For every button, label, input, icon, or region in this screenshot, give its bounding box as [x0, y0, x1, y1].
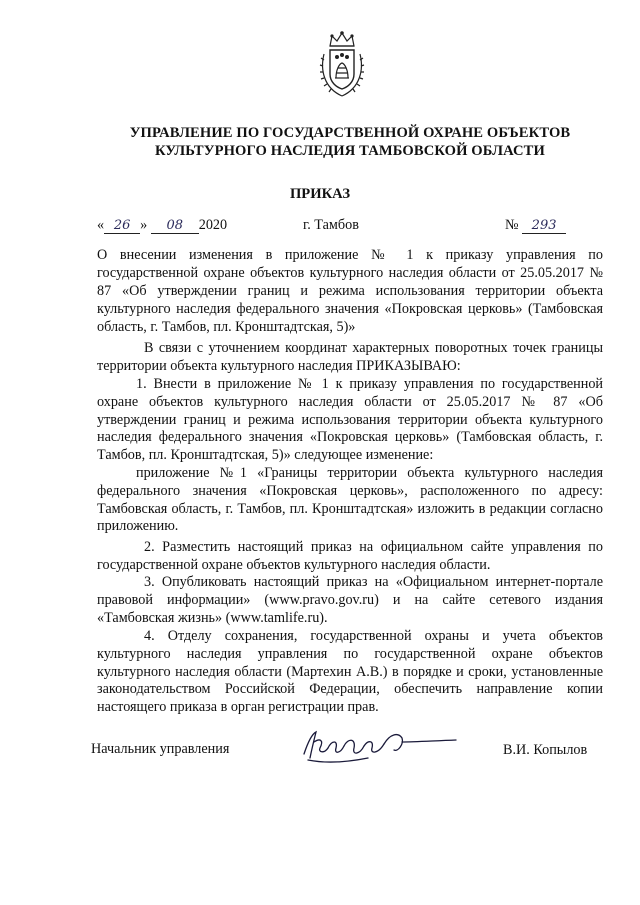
item-1-text: приложение №1 «Границы территории объекта культурного наследия федерального значения «Покровская церковь», расположенного по адресу: Тамбовская область, г. Тамбов, пл. Кронштадтская» изложить в редакции согласно приложению. — [97, 465, 603, 535]
preamble: В связи с уточнением координат характерных поворотных точек границы территории объекта культурного наследия ПРИКАЗЫВАЮ: — [97, 340, 603, 374]
date-month: 08 — [151, 219, 199, 234]
document-date — [97, 217, 227, 234]
document-number — [505, 217, 566, 234]
document-subject: О внесении изменения в приложение № 1 к приказу управления по государственной охране объектов культурного наследия области от 25.05.2017 № 87 «Об утверждении границ и режима использования территории объекта культурного наследия федерального значения «Покровская церковь» (Тамбовская область, г. Тамбов, пл. Кронштадтская, 5)» — [97, 247, 603, 335]
date-year: 2020 — [198, 217, 228, 233]
item-1: 1. Внести в приложение № 1 к приказу управления по государственной охране объектов культурного наследия области от 25.05.2017 № 87 «Об утверждении границ и режима использования территории объекта культурного наследия федерального значения «Покровская церковь» (Тамбовская область, г. Тамбов, пл. Кронштадтская, 5)» следующее изменение: — [97, 376, 603, 464]
document-type-title: ПРИКАЗ — [289, 186, 351, 202]
organization-line-1: УПРАВЛЕНИЕ ПО ГОСУДАРСТВЕННОЙ ОХРАНЕ ОБЪЕКТОВ — [129, 125, 571, 141]
quote-close: » — [140, 217, 148, 233]
handwritten-signature — [298, 724, 458, 768]
number-sign: № — [505, 217, 519, 233]
item-3: 3. Опубликовать настоящий приказ на «Официальном интернет-портале правовой информации» (www.pravo.gov.ru) и на сайте сетевого издания «Тамбовская жизнь» (www.tamlife.ru). — [97, 574, 603, 626]
quote-open: « — [97, 217, 105, 233]
item-2: 2. Разместить настоящий приказ на официальном сайте управления по государственной охране объектов культурного наследия области. — [97, 539, 603, 573]
signatory-name: В.И. Копылов — [503, 742, 588, 758]
signatory-position: Начальник управления — [91, 741, 230, 757]
organization-name — [60, 124, 640, 160]
date-day: 26 — [104, 219, 140, 234]
item-4: 4. Отделу сохранения, государственной охраны и учета объектов культурного наследия управления по государственной охране объектов культурного наследия области (Мартехин А.В.) в порядке и сроки, установленные законодательством Российской Федерации, обеспечить направление копии настоящего приказа в орган регистрации прав. — [97, 628, 603, 716]
document-city: г. Тамбов — [303, 217, 359, 233]
number-value: 293 — [522, 219, 566, 234]
coat-of-arms-emblem — [318, 30, 366, 100]
organization-line-2: КУЛЬТУРНОГО НАСЛЕДИЯ ТАМБОВСКОЙ ОБЛАСТИ — [155, 143, 545, 159]
